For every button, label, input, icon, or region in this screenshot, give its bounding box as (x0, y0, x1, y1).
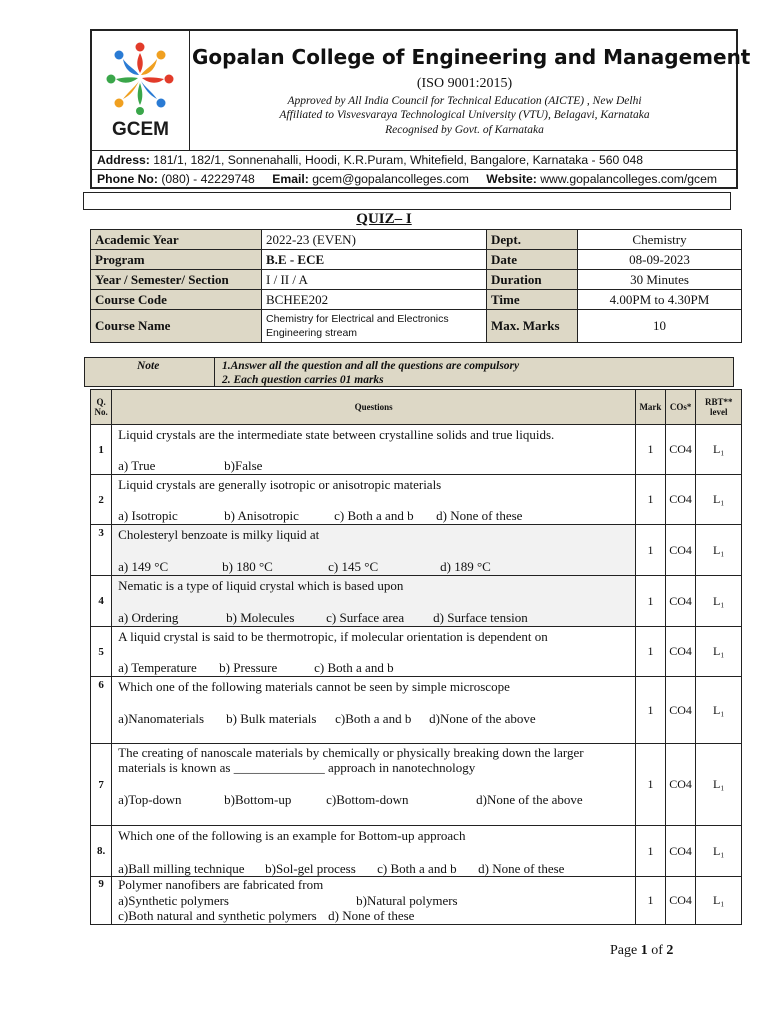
page-prefix: Page (610, 943, 641, 958)
logo-cell (92, 31, 190, 150)
question-row (91, 627, 742, 677)
mark-header: Mark (636, 390, 666, 425)
question-cell (112, 425, 636, 475)
college-header (90, 29, 751, 189)
dept-label: Dept. (487, 230, 578, 250)
college-name: Gopalan College of Engineering and Management (192, 45, 751, 69)
option: a) Isotropic (118, 508, 178, 523)
year-semester-section-label: Year / Semester/ Section (91, 270, 262, 290)
option: b)Natural polymers (356, 892, 458, 908)
question-options (118, 711, 629, 726)
question-cell (112, 475, 636, 525)
info-row-year-semester (91, 270, 742, 290)
page-of: of (647, 943, 667, 958)
question-co: CO4 (665, 877, 696, 925)
question-mark: 1 (636, 425, 666, 475)
question-text: Polymer nanofibers are fabricated from (118, 877, 324, 892)
email-label: Email: (272, 172, 309, 186)
contact-row (92, 170, 736, 189)
option: b) Molecules (226, 610, 295, 625)
option: c) Surface area (326, 610, 405, 625)
questions-table (90, 389, 742, 925)
option: a)Top-down (118, 792, 182, 807)
question-mark: 1 (636, 627, 666, 677)
question-rbt-level: L₁ (696, 425, 742, 475)
course-code-label: Course Code (91, 290, 262, 310)
option: a) Ordering (118, 610, 179, 625)
option: c)Bottom-down (326, 792, 409, 807)
question-text: Liquid crystals are generally isotropic or anisotropic materials (118, 477, 442, 492)
time-value: 4.00PM to 4.30PM (578, 290, 742, 310)
note-box (84, 357, 734, 387)
question-rbt-level: L₁ (696, 826, 742, 877)
question-text: Which one of the following is an example for Bottom-up approach (118, 828, 466, 843)
question-number: 7 (91, 744, 112, 826)
questions-header-row (91, 390, 742, 425)
question-co: CO4 (665, 475, 696, 525)
option: b)False (224, 458, 263, 473)
note-label: Note (137, 360, 160, 372)
question-number: 3 (91, 525, 112, 576)
qno-header: Q. No. (91, 390, 112, 425)
course-code-value: BCHEE202 (262, 290, 487, 310)
time-label: Time (487, 290, 578, 310)
program-value: B.E - ECE (262, 250, 487, 270)
question-row (91, 826, 742, 877)
date-label: Date (487, 250, 578, 270)
academic-year-value: 2022-23 (EVEN) (262, 230, 487, 250)
question-mark: 1 (636, 677, 666, 744)
website-link[interactable]: www.gopalancolleges.com/gcem (540, 172, 718, 186)
question-cell (112, 677, 636, 744)
program-label: Program (91, 250, 262, 270)
quiz-title: QUIZ– I (356, 211, 412, 227)
address-text: 181/1, 182/1, Sonnenahalli, Hoodi, K.R.Puram, Whitefield, Bangalore, Karnataka - 560 048 (153, 153, 644, 167)
question-number: 9 (91, 877, 112, 925)
rbt-header: RBT** level (696, 390, 742, 425)
question-co: CO4 (665, 425, 696, 475)
question-number: 2 (91, 475, 112, 525)
question-number: 1 (91, 425, 112, 475)
approval-line-aicte: Approved by All India Council for Technical Education (AICTE) , New Delhi (287, 95, 642, 107)
question-text: Cholesteryl benzoate is milky liquid at (118, 527, 320, 542)
question-options (118, 610, 629, 625)
option: d) None of these (328, 908, 415, 923)
note-divider (214, 358, 215, 386)
address-row (92, 150, 736, 170)
duration-label: Duration (487, 270, 578, 290)
phone-number: (080) - 42229748 (161, 172, 255, 186)
question-number: 4 (91, 576, 112, 627)
note-line-1: 1.Answer all the question and all the questions are compulsory (222, 360, 520, 372)
question-row (91, 475, 742, 525)
note-instructions (222, 359, 519, 387)
option: c)Both a and b (335, 711, 412, 726)
option: d) Surface tension (433, 610, 528, 625)
question-options (118, 660, 629, 675)
option: a) True (118, 458, 156, 473)
question-options (118, 792, 629, 807)
question-options (118, 861, 629, 876)
info-row-course-name (91, 310, 742, 343)
question-co: CO4 (665, 826, 696, 877)
question-cell (112, 877, 636, 925)
question-options (118, 908, 629, 924)
option: d) None of these (478, 861, 565, 876)
option: a) 149 °C (118, 559, 169, 574)
phone-label: Phone No: (97, 172, 158, 186)
option: a)Ball milling technique (118, 861, 245, 876)
option: a)Synthetic polymers (118, 892, 229, 908)
question-options (118, 559, 629, 574)
question-options (118, 893, 629, 909)
gcem-logo-icon (105, 39, 175, 115)
info-row-program (91, 250, 742, 270)
option: d)None of the above (476, 792, 583, 807)
question-number: 6 (91, 677, 112, 744)
question-options (118, 508, 629, 523)
question-cell (112, 627, 636, 677)
question-rbt-level: L₁ (696, 677, 742, 744)
question-row (91, 877, 742, 925)
questions-header: Questions (112, 390, 636, 425)
year-semester-section-value: I / II / A (262, 270, 487, 290)
option: c)Both natural and synthetic polymers (118, 908, 317, 923)
question-rbt-level: L₁ (696, 576, 742, 627)
question-rbt-level: L₁ (696, 475, 742, 525)
question-mark: 1 (636, 744, 666, 826)
question-rbt-level: L₁ (696, 627, 742, 677)
max-marks-label: Max. Marks (487, 310, 578, 343)
info-row-academic-year (91, 230, 742, 250)
dept-value: Chemistry (578, 230, 742, 250)
question-text: Which one of the following materials cannot be seen by simple microscope (118, 679, 510, 694)
course-name-label: Course Name (91, 310, 262, 343)
option: a) Temperature (118, 660, 197, 675)
question-mark: 1 (636, 877, 666, 925)
logo-text: GCEM (112, 119, 169, 140)
address-label: Address: (97, 153, 150, 167)
option: b) 180 °C (222, 559, 273, 574)
question-co: CO4 (665, 525, 696, 576)
duration-value: 30 Minutes (578, 270, 742, 290)
approval-line-govt: Recognised by Govt. of Karnataka (385, 124, 544, 136)
question-rbt-level: L₁ (696, 744, 742, 826)
question-cell (112, 826, 636, 877)
question-co: CO4 (665, 744, 696, 826)
question-co: CO4 (665, 677, 696, 744)
max-marks-value: 10 (578, 310, 742, 343)
blank-divider-box (83, 192, 731, 210)
option: c) Both a and b (314, 660, 394, 675)
question-cell (112, 525, 636, 576)
option: d) 189 °C (440, 559, 491, 574)
question-text: The creating of nanoscale materials by chemically or physically breaking down the larger materials is known as ______________ approach in nanotechnology (118, 745, 584, 775)
academic-year-label: Academic Year (91, 230, 262, 250)
page-current: 1 (640, 943, 648, 958)
quiz-info-table (90, 229, 742, 343)
note-line-2: 2. Each question carries 01 marks (222, 374, 384, 386)
info-row-course-code (91, 290, 742, 310)
option: b) Pressure (219, 660, 278, 675)
question-number: 5 (91, 627, 112, 677)
course-name-value: Chemistry for Electrical and Electronics Engineering stream (262, 310, 487, 343)
question-rbt-level: L₁ (696, 525, 742, 576)
page-total: 2 (666, 943, 674, 958)
question-text: Liquid crystals are the intermediate state between crystalline solids and true liquids. (118, 427, 555, 442)
option: c) Both a and b (377, 861, 457, 876)
option: b) Bulk materials (226, 711, 317, 726)
question-mark: 1 (636, 826, 666, 877)
option: c) 145 °C (328, 559, 379, 574)
option: d)None of the above (429, 711, 536, 726)
question-co: CO4 (665, 627, 696, 677)
option: d) None of these (436, 508, 523, 523)
question-cell (112, 576, 636, 627)
question-cell (112, 744, 636, 826)
option: b)Sol-gel process (265, 861, 356, 876)
date-value: 08-09-2023 (578, 250, 742, 270)
question-co: CO4 (665, 576, 696, 627)
page-number (610, 943, 673, 959)
question-mark: 1 (636, 475, 666, 525)
question-row (91, 525, 742, 576)
question-options (118, 458, 629, 473)
iso-certification: (ISO 9001:2015) (416, 76, 513, 91)
question-row (91, 576, 742, 627)
website-label: Website: (486, 172, 537, 186)
question-number: 8. (91, 826, 112, 877)
option: c) Both a and b (334, 508, 414, 523)
email-address[interactable]: gcem@gopalancolleges.com (312, 172, 469, 186)
option: b) Anisotropic (224, 508, 299, 523)
question-text: A liquid crystal is said to be thermotropic, if molecular orientation is dependent on (118, 629, 548, 644)
question-row (91, 744, 742, 826)
cos-header: COs* (665, 390, 696, 425)
approval-line-vtu: Affiliated to Visvesvaraya Technological University (VTU), Belagavi, Karnataka (279, 109, 650, 121)
option: a)Nanomaterials (118, 711, 205, 726)
question-mark: 1 (636, 576, 666, 627)
option: b)Bottom-up (224, 792, 292, 807)
question-text: Nematic is a type of liquid crystal which is based upon (118, 578, 404, 593)
question-mark: 1 (636, 525, 666, 576)
question-row (91, 677, 742, 744)
question-rbt-level: L₁ (696, 877, 742, 925)
question-row (91, 425, 742, 475)
